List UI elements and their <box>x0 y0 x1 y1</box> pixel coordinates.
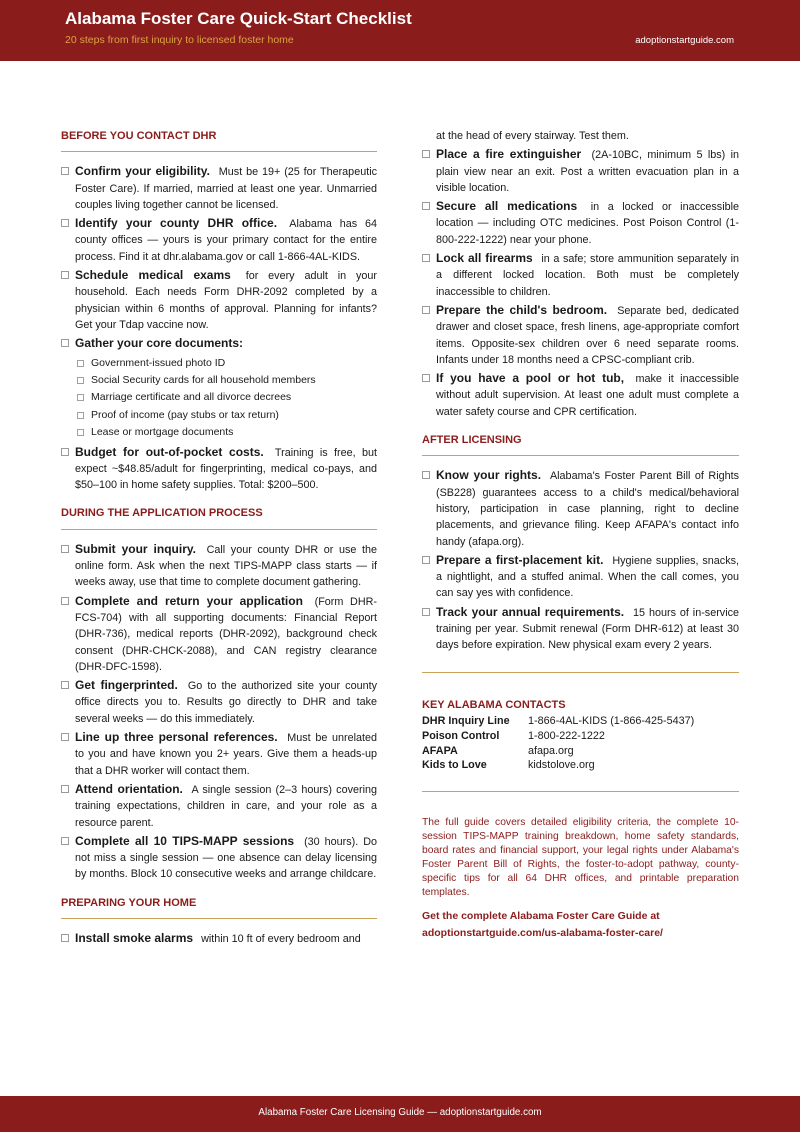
item-text: (30 hours). Do not miss a single session — one absence can delay licensing by months. Block 10 consecutive weeks and arrange childcare. <box>75 835 378 881</box>
checkbox[interactable] <box>61 681 69 689</box>
divider <box>422 672 739 673</box>
sub-item <box>61 372 377 389</box>
checklist-item <box>422 198 739 248</box>
contact-label: Kids to Love <box>422 759 487 772</box>
item-heading: Complete all 10 TIPS-MAPP sessions <box>75 833 295 848</box>
contact-row <box>422 714 739 729</box>
item-text: for every adult in your household. Each needs Form DHR-2092 completed by a physician within 6 months of approval. Planning for infants? Get your Tdap vaccine now. <box>75 270 378 331</box>
checkbox[interactable] <box>61 271 69 279</box>
item-text: 15 hours of in-service training per year. Submit renewal (Form DHR-612) at least 30 days before expiration. New physical exam every 2 years. <box>436 606 739 652</box>
item-heading: Track your annual requirements. <box>436 604 625 619</box>
item-text: Alabama's Foster Parent Bill of Rights (SB228) guarantees access to a child's medical/behavioral history, participation in case planning, right to decline placements, and grievance filing. Keep AFAPA's contact info handy (afapa.org). <box>436 470 739 548</box>
item-heading: Gather your core documents: <box>75 336 244 351</box>
checklist-item <box>61 677 377 727</box>
checkbox[interactable] <box>422 202 430 210</box>
documents-sublist <box>61 355 377 442</box>
item-heading: Identify your county DHR office. <box>75 216 278 231</box>
checklist-item <box>61 215 377 265</box>
guide-link-line1[interactable]: Get the complete Alabama Foster Care Guide at <box>422 910 660 923</box>
item-text: within 10 ft of every bedroom and <box>201 933 361 946</box>
checkbox[interactable] <box>422 556 430 564</box>
checkbox[interactable] <box>61 219 69 227</box>
checklist-item <box>61 781 377 831</box>
checklist-item <box>61 541 377 591</box>
checkbox[interactable] <box>77 377 84 384</box>
checkbox[interactable] <box>61 339 69 347</box>
item-heading: Place a fire extinguisher <box>436 147 582 162</box>
sub-item <box>61 389 377 406</box>
item-heading: Complete and return your application <box>75 593 303 608</box>
item-heading: Lock all firearms <box>436 251 533 266</box>
item-heading: Schedule medical exams <box>75 268 231 283</box>
section-before-title: BEFORE YOU CONTACT DHR <box>61 128 377 152</box>
item-heading: Know your rights. <box>436 468 542 483</box>
checkbox[interactable] <box>61 837 69 845</box>
item-heading: Line up three personal references. <box>75 730 278 745</box>
checkbox[interactable] <box>61 597 69 605</box>
contact-row <box>422 758 739 773</box>
checklist-item <box>61 833 377 883</box>
checkbox[interactable] <box>77 412 84 419</box>
sub-item-text: Marriage certificate and all divorce decrees <box>91 391 292 404</box>
section-home-title: PREPARING YOUR HOME <box>61 895 377 919</box>
sub-item-text: Proof of income (pay stubs or tax return) <box>91 408 279 421</box>
item-text: Go to the authorized site your county office directs you to. Results go directly to DHR and take several weeks — do this immediately. <box>75 680 377 725</box>
sub-item-text: Government-issued photo ID <box>91 356 226 369</box>
footer-text: Alabama Foster Care Licensing Guide — adoptionstartguide.com <box>258 1107 542 1118</box>
item-continuation: at the head of every stairway. Test them. <box>436 130 629 142</box>
item-text: A single session (2–3 hours) covering training expectations, children in care, and your role as a resource parent. <box>75 783 377 829</box>
contact-label: DHR Inquiry Line <box>422 714 510 727</box>
checkbox[interactable] <box>77 429 84 436</box>
checkbox[interactable] <box>422 374 430 382</box>
item-heading: Attend orientation. <box>75 781 183 796</box>
checkbox[interactable] <box>77 360 84 367</box>
header-banner <box>0 0 800 61</box>
item-text: in a locked or inaccessible location — including OTC medicines. Post Poison Control (1-800-222-1222) near your phone. <box>436 201 739 246</box>
page-title: Alabama Foster Care Quick-Start Checklist <box>65 9 412 28</box>
checklist-item <box>422 467 739 549</box>
contacts-title: KEY ALABAMA CONTACTS <box>422 698 566 711</box>
checklist-item <box>61 593 377 675</box>
sub-item-text: Social Security cards for all household members <box>91 373 316 386</box>
guide-link[interactable] <box>422 908 739 941</box>
section-during-title: DURING THE APPLICATION PROCESS <box>61 505 377 529</box>
checkbox[interactable] <box>61 934 69 942</box>
item-heading: Secure all medications <box>436 199 578 214</box>
left-column <box>61 128 377 949</box>
checklist-item <box>422 604 739 654</box>
item-heading: Install smoke alarms <box>75 931 194 946</box>
checklist-item <box>61 335 377 352</box>
checkbox[interactable] <box>422 608 430 616</box>
contact-label: Poison Control <box>422 729 500 742</box>
checklist-item <box>422 146 739 196</box>
checklist-item <box>422 250 739 300</box>
checkbox[interactable] <box>77 394 84 401</box>
checklist-item <box>422 302 739 368</box>
guide-link-line2[interactable]: adoptionstartguide.com/us-alabama-foster-care/ <box>422 926 663 939</box>
sub-item-text: Lease or mortgage documents <box>91 426 234 439</box>
checklist-item <box>61 729 377 779</box>
checkbox[interactable] <box>61 785 69 793</box>
checkbox[interactable] <box>61 545 69 553</box>
item-heading: Submit your inquiry. <box>75 541 196 556</box>
right-column <box>422 128 739 941</box>
item-heading: Budget for out-of-pocket costs. <box>75 444 264 459</box>
contact-row <box>422 744 739 759</box>
checklist-item <box>61 930 377 947</box>
item-text: Training is free, but expect ~$48.85/adult for fingerprinting, medical co-pays, and $50–100 in home safety supplies. Total: $200–500. <box>75 446 377 492</box>
checkbox[interactable] <box>422 471 430 479</box>
checkbox[interactable] <box>61 733 69 741</box>
contact-value[interactable]: afapa.org <box>528 744 574 757</box>
divider <box>422 791 739 792</box>
sub-item <box>61 407 377 424</box>
item-heading: Confirm your eligibility. <box>75 164 210 179</box>
item-text: Must be unrelated to you and have known you 2+ years. Give them a heads-up that a DHR worker will contact them. <box>75 732 377 777</box>
contact-value[interactable]: kidstolove.org <box>528 759 595 772</box>
sub-item <box>61 355 377 372</box>
checklist-item <box>61 163 377 213</box>
checklist-item <box>61 444 377 494</box>
item-heading: Get fingerprinted. <box>75 678 178 693</box>
checklist-item <box>422 552 739 602</box>
item-text: Alabama has 64 county offices — yours is your primary contact for the entire process. Find it at dhr.alabama.gov or call 1-866-4AL-KIDS. <box>75 218 378 263</box>
checkbox[interactable] <box>61 448 69 456</box>
section-after-title: AFTER LICENSING <box>422 432 739 456</box>
checklist-item <box>422 370 739 420</box>
item-text: Must be 19+ (25 for Therapeutic Foster Care). If married, married at least one year. Unmarried couples living together cannot be licensed. <box>75 166 377 211</box>
checkbox[interactable] <box>61 167 69 175</box>
checkbox[interactable] <box>422 254 430 262</box>
footer-banner <box>0 1096 800 1132</box>
page-subtitle: 20 steps from first inquiry to licensed foster home <box>65 34 294 46</box>
item-heading: Prepare a first-placement kit. <box>436 552 604 567</box>
item-text: make it inaccessible without adult supervision. At least one adult must complete a water safety course and CPR certification. <box>436 373 739 418</box>
contact-value: 1-800-222-1222 <box>528 729 605 742</box>
contact-label: AFAPA <box>422 744 458 757</box>
header-site-link[interactable]: adoptionstartguide.com <box>635 35 734 46</box>
item-heading: If you have a pool or hot tub, <box>436 371 625 386</box>
item-text: in a safe; store ammunition separately in a different locked location. Both must be completely inaccessible to children. <box>436 253 739 298</box>
checkbox[interactable] <box>422 150 430 158</box>
item-heading: Prepare the child's bedroom. <box>436 302 608 317</box>
contact-value: 1-866-4AL-KIDS (1-866-425-5437) <box>528 714 695 727</box>
item-text: Separate bed, dedicated drawer and closet space, fresh linens, age-appropriate comfort items. Opposite-sex children over 6 need separate rooms. Infants under 18 months need a CPSC-compliant crib. <box>436 304 739 366</box>
item-text: Hygiene supplies, snacks, a nightlight, and a stuffed animal. When the call comes, you can say yes with confidence. <box>436 554 739 600</box>
promo-text: The full guide covers detailed eligibility criteria, the complete 10-session TIPS-MAPP training breakdown, home safety standards, board rates and financial support, your legal rights under Alabama's Foster Parent Bill of Rights, the foster-to-adopt pathway, county-specific tips for all 64 DHR offices, and printable preparation templates. <box>422 817 739 899</box>
sub-item <box>61 424 377 441</box>
checkbox[interactable] <box>422 306 430 314</box>
item-text: (2A-10BC, minimum 5 lbs) in plain view near an exit. Post a written evacuation plan in a visible location. <box>436 149 740 194</box>
item-text: Call your county DHR or use the online form. Ask when the next TIPS-MAPP class starts — if weeks away, use that time to complete document gathering. <box>75 543 378 589</box>
contact-row <box>422 729 739 744</box>
checklist-item <box>61 267 377 333</box>
item-text: (Form DHR-FCS-704) with all supporting documents: Financial Report (DHR-736), medical reports (DHR-2092), background check consent (DHR-CHCK-2088), and CAN registry clearance (DHR-DFC-1598). <box>75 595 378 673</box>
